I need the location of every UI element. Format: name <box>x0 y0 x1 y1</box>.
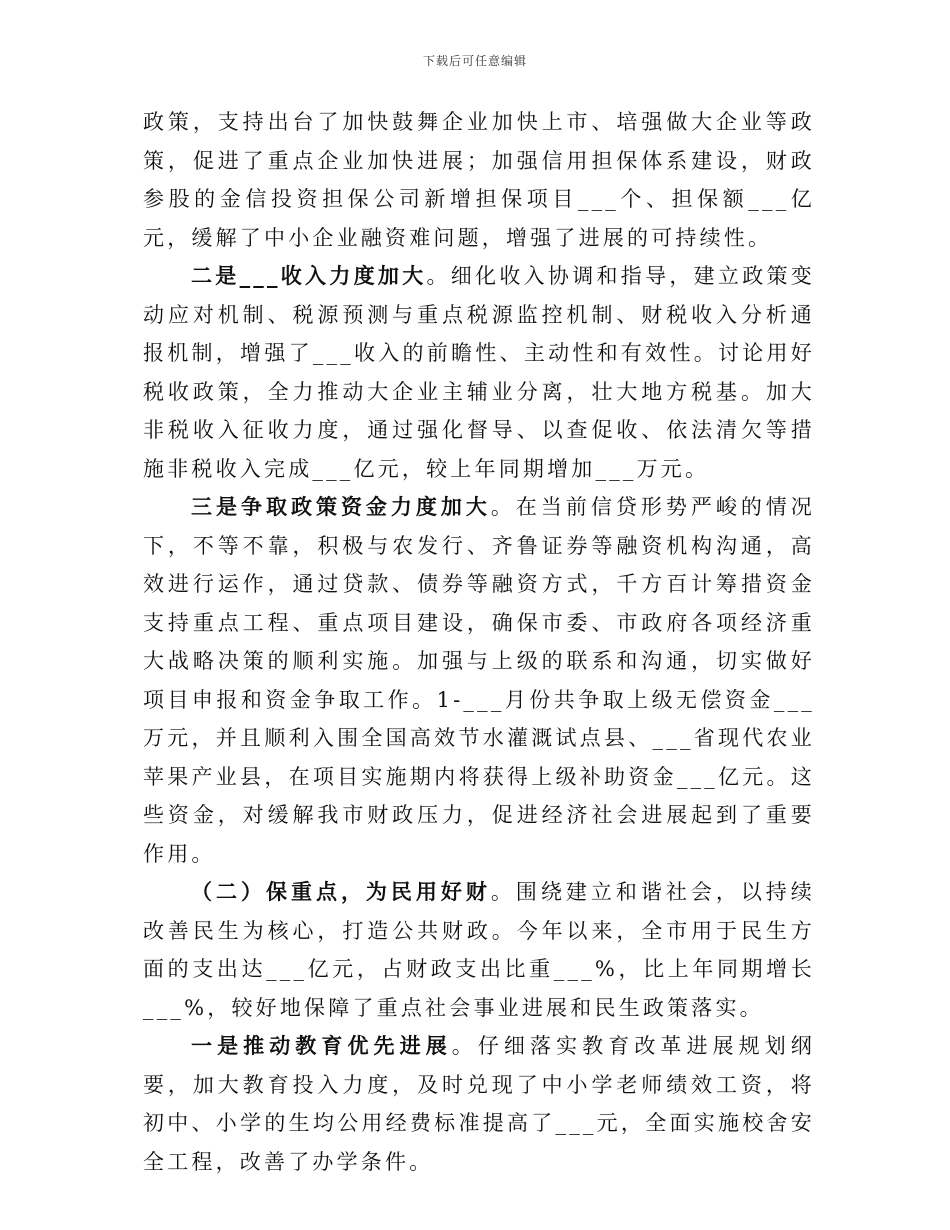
paragraph-text: 。围绕建立和谐社会，以持续改善民生为核心，打造公共财政。今年以来，全市用于民生方面的支出达___亿元，占财政支出比重___%，比上年同期增长___%，较好地保障了重点社会事业进展和民生政策落实。 <box>143 880 815 1020</box>
paragraph-text: 政策，支持出台了加快鼓舞企业加快上市、培强做大企业等政策，促进了重点企业加快进展；加强信用担保体系建设，财政参股的金信投资担保公司新增担保项目___个、担保额___亿元，缓解了中小企业融资难问题，增强了进展的可持续性。 <box>143 110 815 250</box>
paragraph-lead: 二是___收入力度加大 <box>191 263 427 288</box>
paragraph-text: 。在当前信贷形势严峻的情况下，不等不靠，积极与农发行、齐鲁证券等融资机构沟通，高效进行运作，通过贷款、债券等融资方式，千方百计筹措资金支持重点工程、重点项目建设，确保市委、市政府各项经济重大战略决策的顺利实施。加强与上级的联系和沟通，切实做好项目申报和资金争取工作。1-___月份共争取上级无偿资金___万元，并且顺利入围全国高效节水灌溉试点县、___省现代农业苹果产业县，在项目实施期内将获得上级补助资金___亿元。这些资金，对缓解我市财政压力，促进经济社会进展起到了重要作用。 <box>143 495 815 866</box>
paragraph-lead: 一是推动教育优先进展 <box>191 1033 452 1058</box>
paragraph-lead: （二）保重点，为民用好财 <box>191 879 491 904</box>
paragraph-funding <box>143 488 815 873</box>
paragraph-lead: 三是争取政策资金力度加大 <box>191 494 491 519</box>
paragraph-livelihood <box>143 873 815 1027</box>
paragraph-revenue <box>143 257 815 488</box>
paragraph-education <box>143 1027 815 1181</box>
paragraph-text: 。细化收入协调和指导，建立政策变动应对机制、税源预测与重点税源监控机制、财税收入分析通报机制，增强了___收入的前瞻性、主动性和有效性。讨论用好税收政策，全力推动大企业主辅业分离，壮大地方税基。加大非税收入征收力度，通过强化督导、以查促收、依法清欠等措施非税收入完成___亿元，较上年同期增加___万元。 <box>143 264 815 481</box>
document-body <box>143 103 815 1181</box>
paragraph-text: 。仔细落实教育改革进展规划纲要，加大教育投入力度，及时兑现了中小学老师绩效工资，将初中、小学的生均公用经费标准提高了___元，全面实施校舍安全工程，改善了办学条件。 <box>143 1034 815 1174</box>
paragraph-continued <box>143 103 815 257</box>
page-header: 下载后可任意编辑 <box>422 54 527 68</box>
